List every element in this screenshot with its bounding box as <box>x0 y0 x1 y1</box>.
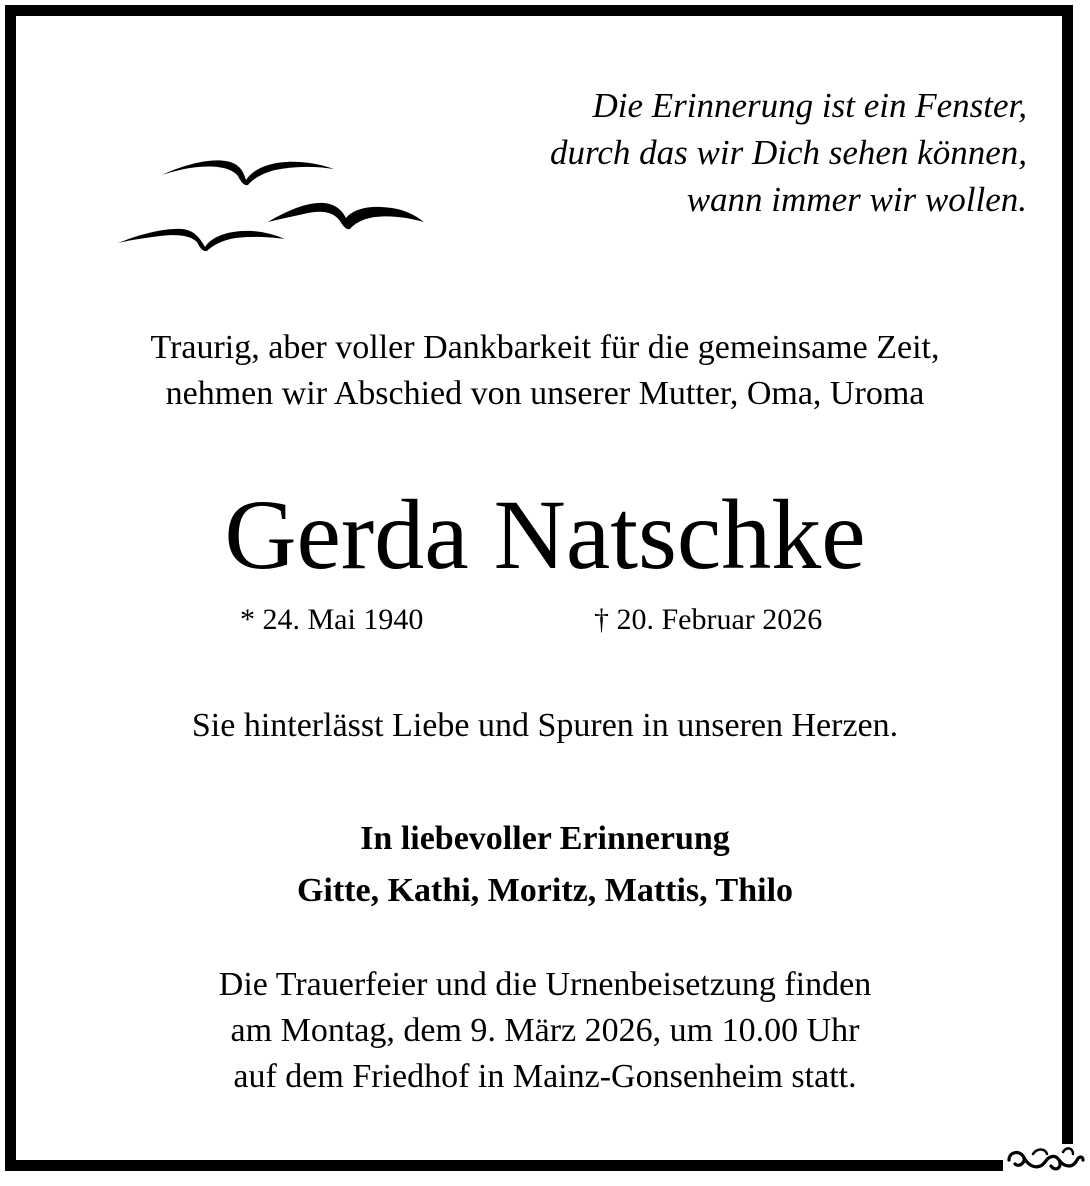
quote-line: durch das wir Dich sehen können, <box>550 133 1027 172</box>
memorial-quote <box>550 82 1027 223</box>
service-line: auf dem Friedhof in Mainz-Gonsenheim statt. <box>233 1058 857 1095</box>
birth-date: * 24. Mai 1940 <box>240 603 424 636</box>
bird-right-icon <box>268 203 424 229</box>
quote-line: wann immer wir wollen. <box>686 180 1027 219</box>
quote-line: Die Erinnerung ist ein Fenster, <box>592 86 1027 125</box>
bird-upper-icon <box>162 160 334 185</box>
service-line: Die Trauerfeier und die Urnenbeisetzung finden <box>218 966 872 1003</box>
intro-line: Traurig, aber voller Dankbarkeit für die gemeinsame Zeit, <box>150 329 940 366</box>
intro-line: nehmen wir Abschied von unserer Mutter, Oma, Uroma <box>165 375 925 412</box>
bird-lower-icon <box>118 229 285 251</box>
farewell-intro <box>0 325 1090 417</box>
legacy-statement: Sie hinterlässt Liebe und Spuren in unseren Herzen. <box>191 707 899 744</box>
flourish-ornament-icon <box>1003 1144 1085 1178</box>
death-date: † 20. Februar 2026 <box>594 603 823 636</box>
funeral-service-info <box>0 962 1090 1100</box>
deceased-name: Gerda Natschke <box>224 479 866 590</box>
signoff-heading: In liebevoller Erinnerung <box>360 820 730 857</box>
family-signoff <box>0 813 1090 917</box>
signoff-names: Gitte, Kathi, Moritz, Mattis, Thilo <box>296 872 794 909</box>
service-line: am Montag, dem 9. März 2026, um 10.00 Uhr <box>230 1012 860 1049</box>
flying-birds-icon <box>110 150 440 260</box>
